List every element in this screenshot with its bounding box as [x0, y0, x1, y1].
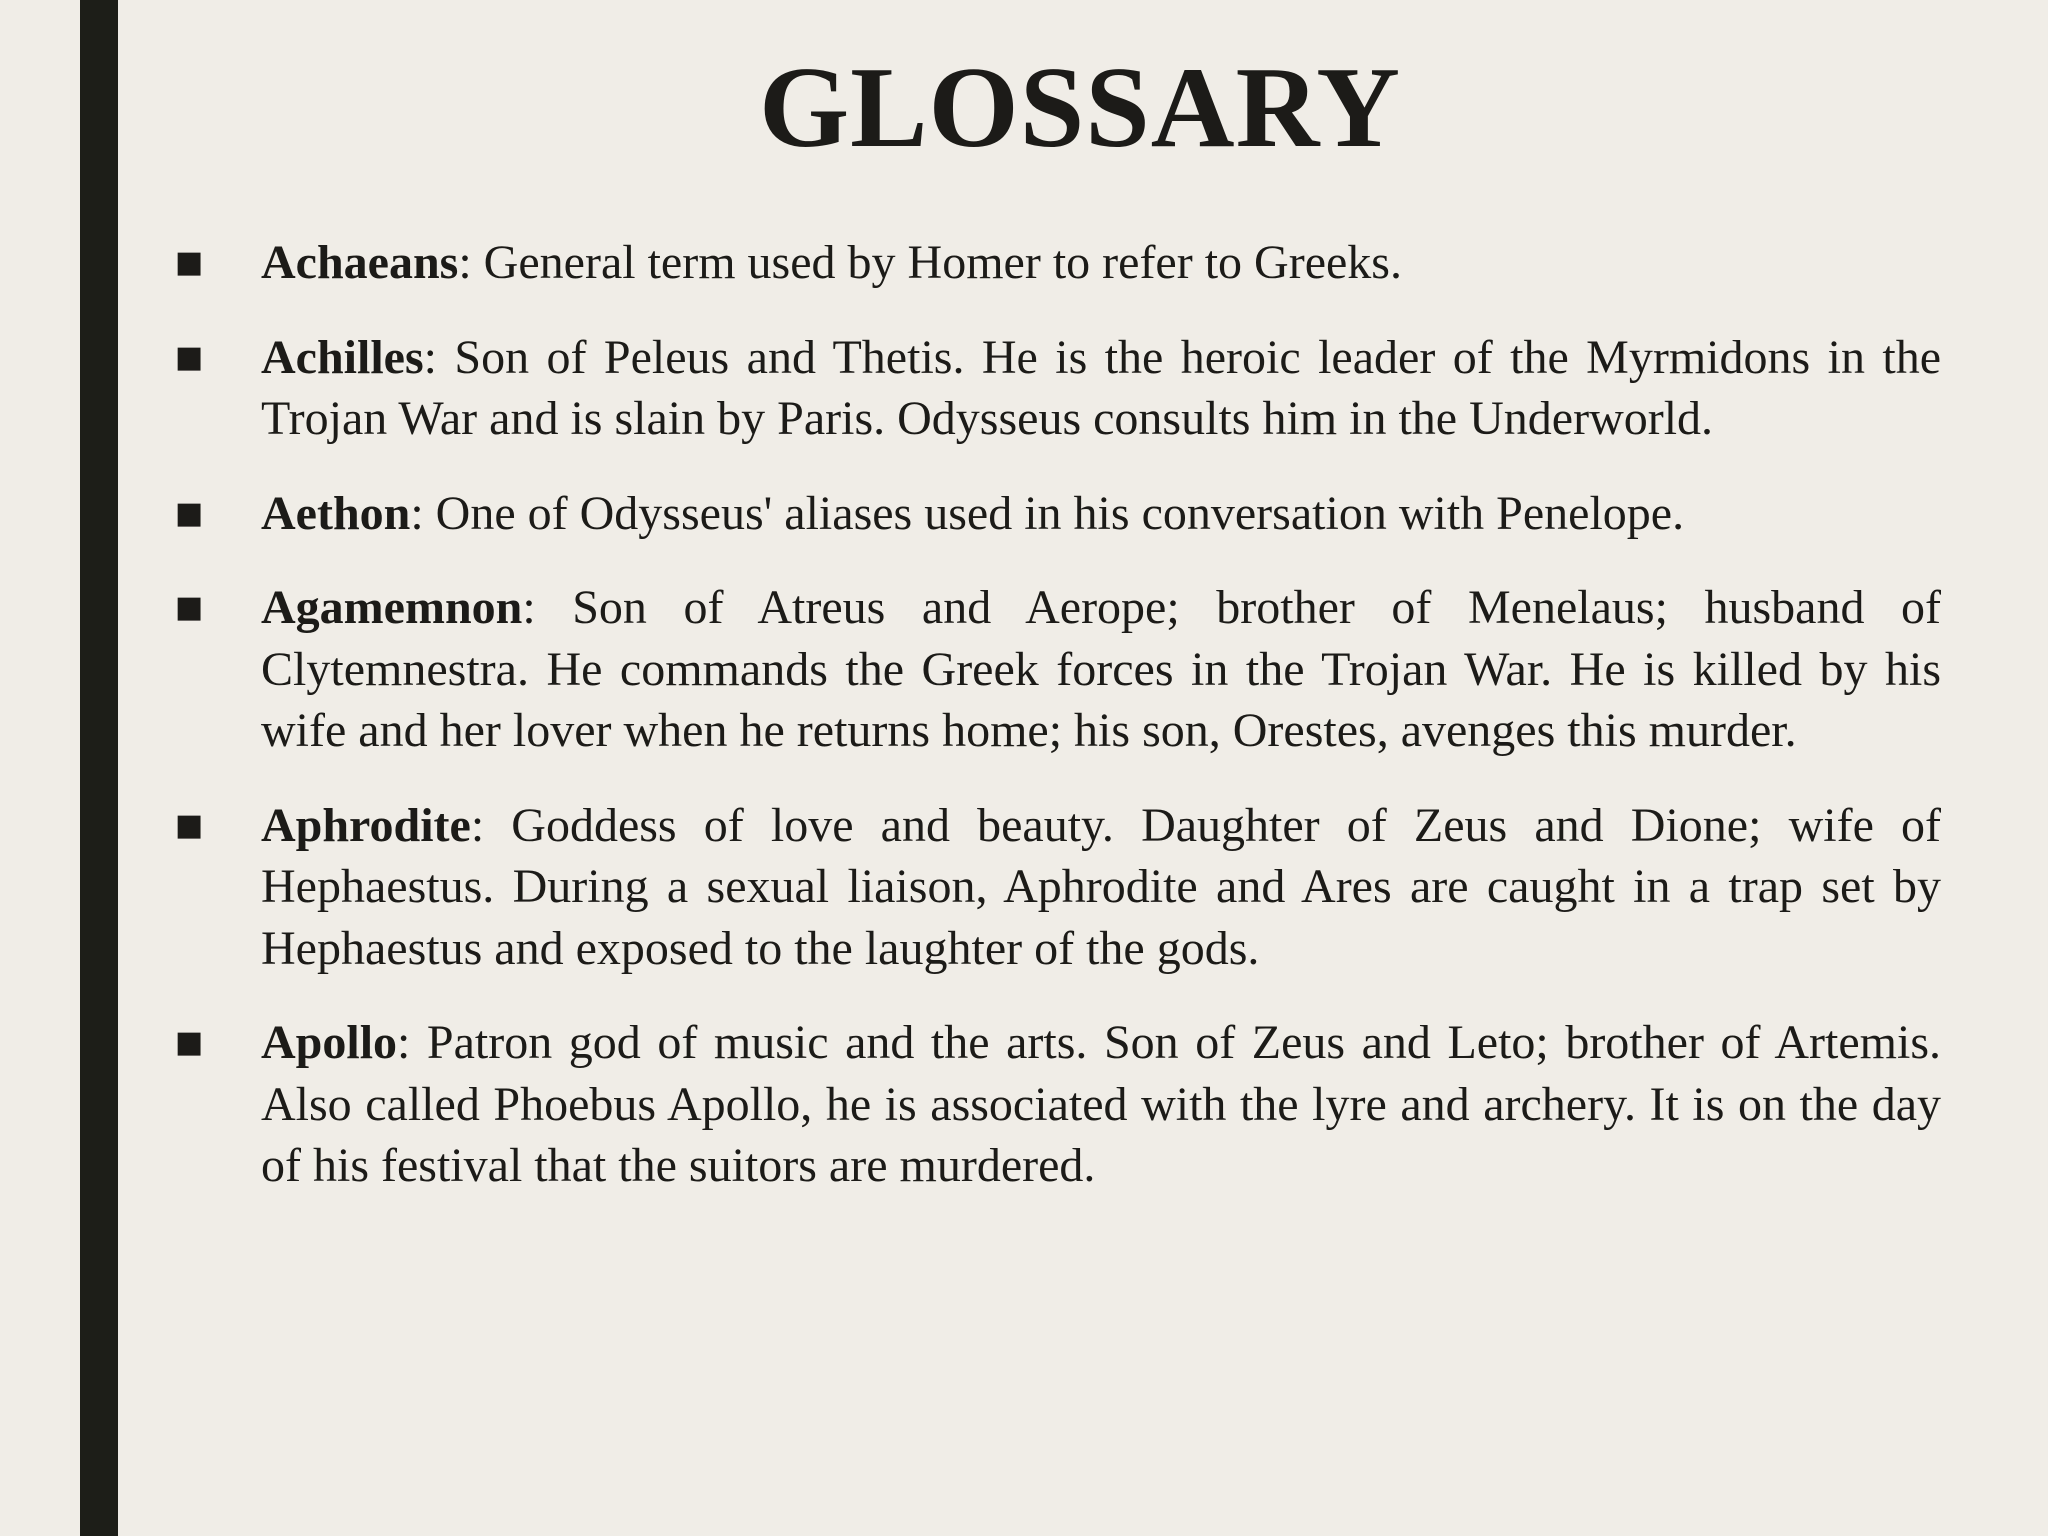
glossary-entry-achilles [175, 327, 1941, 450]
glossary-definition: : Patron god of music and the arts. Son of Zeus and Leto; brother of Artemis. Also called Phoebus Apollo, he is associated with the lyre and archery. It is on the day of his festival that the suitors are murdered. [261, 1016, 1941, 1192]
glossary-term: Aphrodite [261, 798, 471, 852]
square-bullet-icon: ■ [175, 245, 204, 280]
glossary-term: Aethon [261, 486, 411, 540]
glossary-definition: : One of Odysseus' aliases used in his conversation with Penelope. [410, 486, 1685, 540]
glossary-definition: : Son of Peleus and Thetis. He is the heroic leader of the Myrmidons in the Trojan War and is slain by Paris. Odysseus consults him in the Underworld. [261, 330, 1941, 445]
glossary-term: Apollo [261, 1016, 398, 1069]
glossary-term: Achaeans [261, 236, 459, 289]
square-bullet-icon: ■ [175, 339, 204, 375]
glossary-definition: : General term used by Homer to refer to Greeks. [458, 236, 1402, 289]
glossary-term: Agamemnon [261, 581, 523, 634]
glossary-entry-apollo [175, 1012, 1941, 1197]
page-title: GLOSSARY [758, 44, 1402, 172]
side-accent-bar [80, 0, 118, 1536]
glossary-entry-aethon [175, 483, 1941, 545]
glossary-entry-agamemnon [175, 577, 1941, 762]
glossary-term: Achilles [261, 330, 424, 384]
glossary-definition: : Goddess of love and beauty. Daughter of Zeus and Dione; wife of Hephaestus. During a sexual liaison, Aphrodite and Ares are caught in a trap set by Hephaestus and exposed to the laughter of the gods. [261, 798, 1941, 975]
square-bullet-icon: ■ [175, 807, 204, 843]
glossary-definition: : Son of Atreus and Aerope; brother of Menelaus; husband of Clytemnestra. He commands the Greek forces in the Trojan War. He is killed by his wife and her lover when he returns home; his son, Orestes, avenges this murder. [261, 581, 1941, 757]
glossary-list [175, 232, 1941, 1230]
glossary-entry-aphrodite [175, 795, 1941, 980]
square-bullet-icon: ■ [175, 1025, 204, 1060]
glossary-entry-achaeans [175, 232, 1941, 294]
square-bullet-icon: ■ [175, 495, 204, 531]
square-bullet-icon: ■ [175, 590, 204, 625]
